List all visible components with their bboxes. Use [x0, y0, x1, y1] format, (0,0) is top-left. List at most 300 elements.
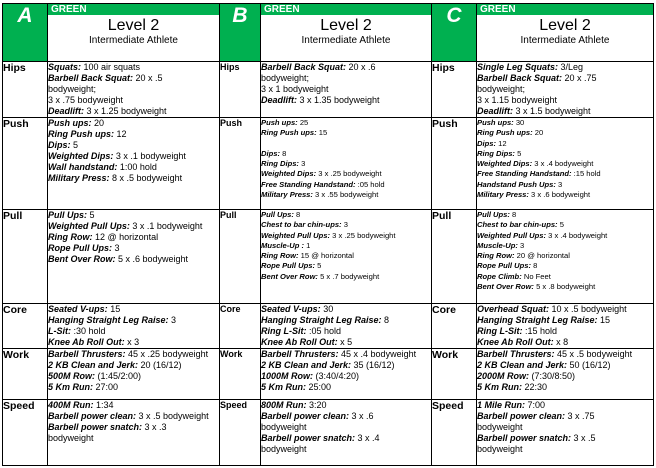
category-label: Core — [220, 304, 261, 349]
exercise-name: Muscle-Up : — [261, 240, 305, 250]
exercise-value: 3 x 1.5 bodyweight — [513, 106, 591, 116]
exercise-line — [477, 411, 653, 422]
exercise-line — [261, 169, 431, 179]
column-letter: A — [3, 4, 48, 62]
category-label: Speed — [432, 400, 477, 466]
exercise-value: 5 — [315, 261, 322, 271]
category-label: Hips — [432, 62, 477, 118]
exercise-line — [261, 349, 431, 360]
exercise-value: :05 hold — [355, 179, 385, 189]
category-cell — [48, 118, 220, 210]
exercise-value: 3 x .4 — [355, 433, 380, 443]
exercise-value: :15 hold — [522, 326, 558, 336]
exercise-line — [261, 149, 431, 159]
exercise-value: 5 — [514, 148, 522, 158]
exercise-name: Push ups: — [48, 118, 92, 128]
exercise-line — [477, 106, 653, 117]
exercise-value: :30 hold — [71, 326, 106, 336]
exercise-line — [261, 326, 431, 337]
exercise-line — [477, 382, 653, 393]
exercise-name: Bent Over Row: — [261, 271, 318, 281]
exercise-line — [261, 444, 431, 455]
exercise-value: bodyweight; — [477, 84, 526, 94]
exercise-line — [261, 382, 431, 393]
level-title: Level 2 — [107, 17, 160, 34]
exercise-name: Push ups: — [477, 118, 514, 127]
exercise-name: Rope Pull Ups: — [48, 243, 113, 253]
exercise-value: 3 x .5 — [571, 433, 596, 443]
exercise-line — [477, 337, 653, 348]
exercise-line — [477, 95, 653, 106]
exercise-value: 3 x 1.25 bodyweight — [84, 106, 167, 116]
exercise-name: Barbell power clean: — [477, 411, 566, 421]
green-tag: GREEN — [48, 4, 219, 15]
exercise-line — [477, 326, 653, 337]
category-cell — [48, 210, 220, 304]
exercise-value: 20 x .75 — [562, 73, 597, 83]
exercise-name: Bent Over Row: — [477, 282, 534, 292]
exercise-line — [261, 360, 431, 371]
exercise-name: Barbell Thrusters: — [477, 349, 555, 359]
exercise-line — [48, 360, 219, 371]
exercise-line — [48, 315, 219, 326]
exercise-value: 3 x .75 bodyweight — [48, 95, 124, 105]
exercise-line — [261, 95, 431, 106]
exercise-name: Ring Push ups: — [261, 128, 317, 138]
exercise-line — [477, 371, 653, 382]
section-row — [3, 304, 654, 349]
exercise-line — [261, 433, 431, 444]
exercise-value: 3 x .25 bodyweight — [330, 230, 396, 240]
exercise-value: :15 hold — [571, 169, 601, 179]
exercise-line — [261, 371, 431, 382]
exercise-name: 1000M Row: — [261, 371, 314, 381]
exercise-line — [48, 173, 219, 184]
exercise-line — [48, 349, 219, 360]
exercise-value: 3 x .4 bodyweight — [532, 159, 594, 169]
category-cell — [477, 62, 654, 118]
exercise-value: 3:20 — [306, 400, 327, 410]
exercise-name: Wall handstand: — [48, 162, 118, 172]
column-header — [48, 4, 220, 62]
exercise-name: Ring Push ups: — [477, 128, 533, 138]
exercise-line — [477, 251, 653, 261]
exercise-value: 5 x .7 bodyweight — [317, 271, 380, 281]
category-label: Pull — [220, 210, 261, 304]
column-header — [261, 4, 432, 62]
column-letter: B — [220, 4, 261, 62]
exercise-name: Seated V-ups: — [48, 304, 108, 314]
category-cell — [48, 62, 220, 118]
exercise-value: 15 @ horizontal — [298, 251, 354, 261]
exercise-value: 5 x .8 bodyweight — [533, 282, 596, 292]
exercise-line — [48, 151, 219, 162]
exercise-value: 15 — [316, 128, 328, 138]
exercise-value: 3 — [168, 315, 177, 325]
exercise-name: Barbell Thrusters: — [48, 349, 126, 359]
exercise-line — [48, 400, 219, 411]
exercise-value: bodyweight — [261, 444, 307, 454]
exercise-name: Ring L-Sit: — [477, 326, 523, 336]
exercise-value: bodyweight; — [48, 84, 97, 94]
exercise-line — [261, 251, 431, 261]
exercise-line — [477, 422, 653, 433]
exercise-line — [477, 149, 653, 159]
exercise-value: 3 — [517, 240, 525, 250]
exercise-name: 2 KB Clean and Jerk: — [477, 360, 568, 370]
category-cell — [261, 118, 432, 210]
exercise-name: Pull Ups: — [261, 210, 294, 219]
category-label: Work — [3, 349, 48, 400]
exercise-name: Dips: — [477, 138, 496, 148]
exercise-line — [477, 433, 653, 444]
exercise-value: 10 x .5 bodyweight — [549, 304, 627, 314]
exercise-value: 35 (16/12) — [351, 360, 395, 370]
exercise-line — [48, 337, 219, 348]
exercise-name: Barbell power clean: — [261, 411, 350, 421]
exercise-line — [477, 128, 653, 138]
exercise-value: 20 x .5 — [133, 73, 163, 83]
exercise-name: Free Standing Handstand: — [477, 169, 572, 179]
exercise-line — [48, 422, 219, 433]
exercise-value: bodyweight — [477, 444, 523, 454]
exercise-value: 25 — [297, 118, 309, 127]
exercise-line — [261, 337, 431, 348]
exercise-name: Chest to bar chin-ups: — [477, 220, 558, 230]
exercise-value: 5 — [557, 220, 564, 230]
exercise-name: Pull Ups: — [477, 210, 510, 219]
standards-table — [2, 3, 654, 466]
category-cell — [261, 62, 432, 118]
category-label: Push — [432, 118, 477, 210]
exercise-line — [261, 210, 431, 220]
category-label: Core — [3, 304, 48, 349]
exercise-value: 5 — [87, 210, 95, 220]
exercise-value: 12 — [495, 138, 507, 148]
exercise-value: bodyweight — [477, 422, 523, 432]
exercise-line — [261, 231, 431, 241]
exercise-value: 45 x .25 bodyweight — [125, 349, 209, 359]
exercise-value: 3 — [298, 159, 306, 169]
exercise-line — [48, 210, 219, 221]
category-label: Pull — [432, 210, 477, 304]
category-label: Work — [432, 349, 477, 400]
exercise-name: 1 Mile Run: — [477, 400, 526, 410]
exercise-value: 20 — [532, 128, 544, 138]
exercise-line — [48, 433, 219, 444]
exercise-value: 3 x .5 bodyweight — [136, 411, 209, 421]
exercise-value: 30 — [320, 304, 334, 314]
exercise-name: Ring Row: — [48, 232, 93, 242]
exercise-line — [261, 62, 431, 73]
exercise-name: Knee Ab Roll Out: — [261, 337, 338, 347]
exercise-line — [261, 315, 431, 326]
exercise-name: 800M Run: — [261, 400, 307, 410]
exercise-line — [477, 444, 653, 455]
exercise-name: Deadlift: — [477, 106, 513, 116]
exercise-name: L-Sit: — [48, 326, 71, 336]
exercise-name: Weighted Dips: — [261, 169, 317, 179]
exercise-line — [261, 190, 431, 200]
exercise-value: 3 x .3 — [142, 422, 167, 432]
exercise-name: Rope Pull Ups: — [477, 261, 532, 271]
exercise-line — [48, 221, 219, 232]
exercise-line — [261, 73, 431, 84]
exercise-name: Deadlift: — [261, 95, 297, 105]
exercise-value: 3 x .4 bodyweight — [546, 230, 608, 240]
category-cell — [261, 210, 432, 304]
exercise-value: 25:00 — [306, 382, 332, 392]
exercise-value: 12 @ horizontal — [92, 232, 159, 242]
category-label: Hips — [220, 62, 261, 118]
exercise-value: 3 x .55 bodyweight — [312, 190, 379, 200]
exercise-line — [477, 180, 653, 190]
category-cell — [261, 304, 432, 349]
exercise-value: 8 x .5 bodyweight — [109, 173, 183, 183]
section-row — [3, 400, 654, 466]
level-subtitle: Intermediate Athlete — [520, 35, 610, 46]
category-cell — [477, 210, 654, 304]
exercise-value: bodyweight; — [261, 73, 310, 83]
exercise-name: Barbell Back Squat: — [48, 73, 134, 83]
exercise-name: Dips: — [261, 148, 280, 158]
exercise-line — [48, 95, 219, 106]
exercise-line — [48, 162, 219, 173]
exercise-name: Weighted Pull Ups: — [48, 221, 130, 231]
exercise-value: :05 hold — [306, 326, 342, 336]
exercise-line — [477, 139, 653, 149]
level-subtitle: Intermediate Athlete — [89, 35, 178, 46]
exercise-name: 2 KB Clean and Jerk: — [261, 360, 352, 370]
exercise-value: 3 x .6 bodyweight — [528, 190, 591, 200]
exercise-value: 8 — [279, 148, 287, 158]
standards-grid — [2, 3, 653, 464]
exercise-name: Ring Dips: — [477, 148, 515, 158]
exercise-line — [48, 129, 219, 140]
exercise-name: Barbell power snatch: — [477, 433, 572, 443]
exercise-value: 45 x .4 bodyweight — [338, 349, 417, 359]
exercise-line — [261, 220, 431, 230]
exercise-line — [261, 118, 431, 128]
exercise-value: 27:00 — [93, 382, 119, 392]
exercise-name: Seated V-ups: — [261, 304, 321, 314]
exercise-line — [261, 180, 431, 190]
exercise-value: 20 (16/12) — [138, 360, 182, 370]
exercise-value: 3 — [555, 179, 563, 189]
exercise-line — [261, 261, 431, 271]
exercise-name: Ring L-Sit: — [261, 326, 307, 336]
exercise-name: Hanging Straight Leg Raise: — [261, 315, 382, 325]
exercise-value: 50 (16/12) — [567, 360, 611, 370]
exercise-name: Barbell power snatch: — [261, 433, 356, 443]
exercise-name: 5 Km Run: — [477, 382, 522, 392]
exercise-line — [48, 62, 219, 73]
exercise-name: Handstand Push Ups: — [477, 179, 556, 189]
category-cell — [261, 349, 432, 400]
exercise-name: Bent Over Row: — [48, 254, 116, 264]
exercise-value: 15 — [597, 315, 611, 325]
exercise-value: 20 — [91, 118, 105, 128]
section-row — [3, 118, 654, 210]
exercise-value: (3:40/4:20) — [313, 371, 360, 381]
exercise-line — [477, 241, 653, 251]
exercise-line — [477, 73, 653, 84]
exercise-line — [48, 73, 219, 84]
category-label: Core — [432, 304, 477, 349]
exercise-line — [477, 210, 653, 220]
exercise-line — [261, 411, 431, 422]
exercise-value: 15 — [107, 304, 121, 314]
exercise-name: Military Press: — [48, 173, 110, 183]
exercise-line — [477, 159, 653, 169]
exercise-line — [261, 159, 431, 169]
category-cell — [477, 304, 654, 349]
exercise-line — [261, 84, 431, 95]
exercise-line — [261, 304, 431, 315]
exercise-value: (7:30/8:50) — [529, 371, 576, 381]
exercise-name: 500M Row: — [48, 371, 96, 381]
exercise-line — [477, 190, 653, 200]
exercise-name: Weighted Pull Ups: — [477, 230, 547, 240]
exercise-value: 3 x .25 bodyweight — [316, 169, 382, 179]
category-label: Speed — [3, 400, 48, 466]
exercise-name: Overhead Squat: — [477, 304, 550, 314]
exercise-name: Ring Push ups: — [48, 129, 114, 139]
section-row — [3, 62, 654, 118]
exercise-name: Chest to bar chin-ups: — [261, 220, 342, 230]
column-header — [477, 4, 654, 62]
exercise-line — [477, 220, 653, 230]
exercise-name: Free Standing Handstand: — [261, 179, 356, 189]
exercise-line — [48, 254, 219, 265]
exercise-line — [477, 62, 653, 73]
exercise-line — [477, 360, 653, 371]
exercise-line — [477, 315, 653, 326]
exercise-name: Muscle-Up: — [477, 240, 518, 250]
exercise-name: Barbell power clean: — [48, 411, 137, 421]
level-title: Level 2 — [320, 17, 372, 34]
exercise-value: 1:34 — [93, 400, 114, 410]
exercise-name: Weighted Pull Ups: — [261, 230, 331, 240]
exercise-name: 2000M Row: — [477, 371, 530, 381]
exercise-value: 8 — [531, 261, 538, 271]
category-cell — [48, 304, 220, 349]
exercise-name: 5 Km Run: — [261, 382, 306, 392]
exercise-name: Hanging Straight Leg Raise: — [48, 315, 169, 325]
exercise-name: Barbell power snatch: — [48, 422, 143, 432]
exercise-name: Deadlift: — [48, 106, 84, 116]
exercise-line — [261, 272, 431, 282]
exercise-name: Pull Ups: — [48, 210, 88, 220]
exercise-line — [477, 169, 653, 179]
category-label: Speed — [220, 400, 261, 466]
exercise-line — [477, 84, 653, 95]
exercise-value: 3 x .1 bodyweight — [113, 151, 186, 161]
exercise-line — [261, 128, 431, 138]
exercise-line — [48, 140, 219, 151]
exercise-value: 1:00 hold — [117, 162, 157, 172]
exercise-value: x 3 — [124, 337, 140, 347]
category-cell — [261, 400, 432, 466]
exercise-name: Barbell Back Squat: — [261, 62, 347, 72]
exercise-value: 45 x .5 bodyweight — [554, 349, 633, 359]
exercise-value: 3 x 1.35 bodyweight — [297, 95, 380, 105]
exercise-value: 3 x .1 bodyweight — [129, 221, 203, 231]
exercise-line — [48, 118, 219, 129]
exercise-value: 30 — [513, 118, 525, 127]
exercise-value: bodyweight — [261, 422, 307, 432]
exercise-name: Hanging Straight Leg Raise: — [477, 315, 598, 325]
exercise-name: Dips: — [48, 140, 71, 150]
exercise-value: 20 x .6 — [346, 62, 376, 72]
column-letter: C — [432, 4, 477, 62]
exercise-name: Barbell Back Squat: — [477, 73, 563, 83]
exercise-value: 3 x .6 — [349, 411, 374, 421]
exercise-value: 1 — [304, 240, 311, 250]
category-cell — [48, 400, 220, 466]
exercise-value: x 5 — [337, 337, 353, 347]
exercise-name: Barbell Thrusters: — [261, 349, 339, 359]
exercise-line — [48, 84, 219, 95]
exercise-line — [261, 139, 431, 149]
exercise-value: 8 — [381, 315, 390, 325]
exercise-name: Ring Dips: — [261, 159, 299, 169]
exercise-value: bodyweight — [48, 433, 94, 443]
category-cell — [477, 118, 654, 210]
exercise-value: 7:00 — [525, 400, 546, 410]
exercise-name: Knee Ab Roll Out: — [48, 337, 125, 347]
green-tag: GREEN — [261, 4, 431, 15]
exercise-line — [477, 231, 653, 241]
exercise-name: Rope Climb: — [477, 271, 522, 281]
exercise-value: 100 air squats — [81, 62, 141, 72]
exercise-name: Single Leg Squats: — [477, 62, 559, 72]
exercise-line — [477, 282, 653, 292]
exercise-line — [477, 349, 653, 360]
exercise-value: 20 @ horizontal — [514, 251, 570, 261]
exercise-line — [48, 106, 219, 117]
level-subtitle: Intermediate Athlete — [301, 35, 391, 46]
exercise-line — [261, 400, 431, 411]
exercise-value: 3 x .75 — [565, 411, 595, 421]
exercise-name: 5 Km Run: — [48, 382, 93, 392]
exercise-line — [477, 118, 653, 128]
exercise-name: Military Press: — [261, 190, 313, 200]
category-cell — [477, 400, 654, 466]
category-label: Push — [3, 118, 48, 210]
section-row — [3, 210, 654, 304]
exercise-value: 3 x 1.15 bodyweight — [477, 95, 558, 105]
exercise-value: 22:30 — [522, 382, 548, 392]
exercise-line — [48, 382, 219, 393]
exercise-name: Weighted Dips: — [48, 151, 114, 161]
category-cell — [48, 349, 220, 400]
level-title: Level 2 — [539, 17, 591, 34]
header-row — [3, 4, 654, 62]
exercise-name: Ring Row: — [261, 251, 299, 261]
exercise-line — [261, 422, 431, 433]
exercise-name: Military Press: — [477, 190, 529, 200]
exercise-value: 3 — [341, 220, 348, 230]
exercise-line — [477, 272, 653, 282]
exercise-line — [48, 243, 219, 254]
green-tag: GREEN — [477, 4, 653, 15]
exercise-value: 3/Leg — [558, 62, 584, 72]
exercise-value: 8 — [509, 210, 517, 219]
exercise-value: 3 — [112, 243, 120, 253]
exercise-line — [48, 304, 219, 315]
exercise-line — [477, 400, 653, 411]
